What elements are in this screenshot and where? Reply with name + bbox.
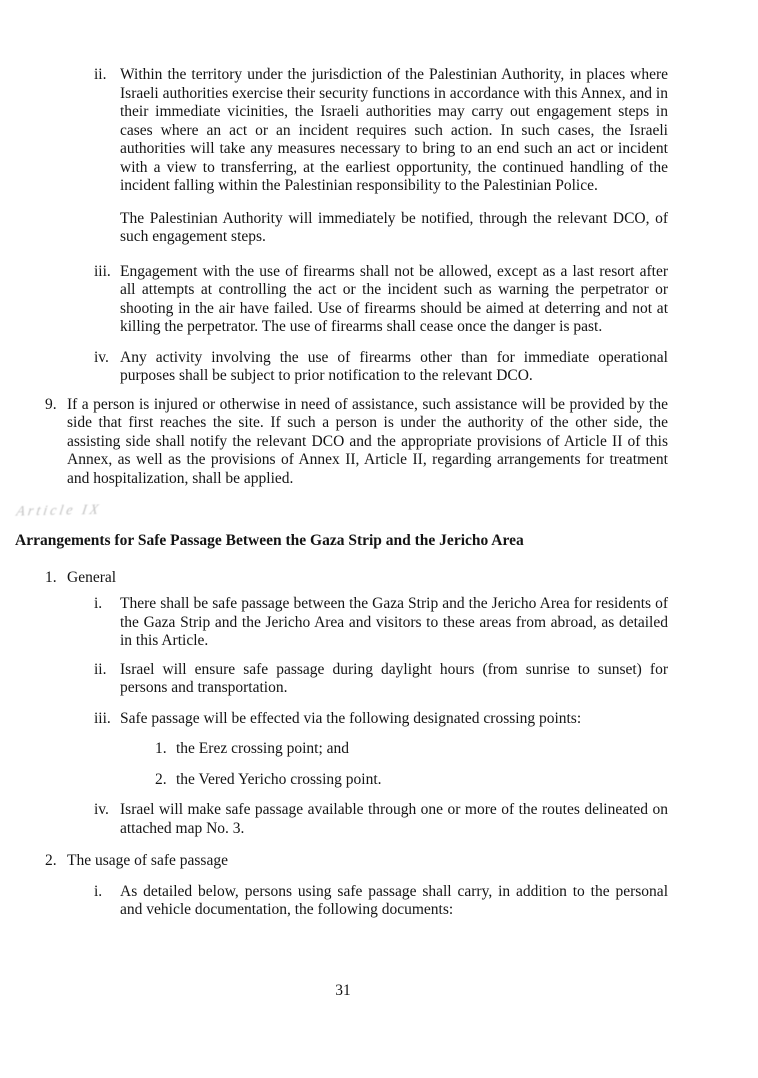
paragraph: Israel will make safe passage available through one or more of the routes delineated on attached map No. 3. xyxy=(120,801,668,837)
paragraph: Any activity involving the use of firearms other than for immediate operational purposes shall be subject to prior notification to the relevant DCO. xyxy=(120,348,668,384)
list-item-crossing-1 xyxy=(155,740,698,759)
list-item-body xyxy=(120,66,668,247)
list-marker: iii. xyxy=(94,262,111,280)
list-marker: 2. xyxy=(45,852,57,869)
list-marker: iv. xyxy=(94,348,109,366)
paragraph: Israel will ensure safe passage during daylight hours (from sunrise to sunset) for persons and transportation. xyxy=(120,660,668,696)
paragraph: There shall be safe passage between the Gaza Strip and the Jericho Area for residents of the Gaza Strip and the Jericho Area and visitors to these areas from abroad, as detailed in this Article. xyxy=(120,595,668,649)
list-item-body xyxy=(120,710,668,729)
list-item-label: The usage of safe passage xyxy=(67,852,228,869)
list-marker: 1. xyxy=(155,740,167,757)
handwritten-annotation: Article IX xyxy=(15,502,103,520)
paragraph: If a person is injured or otherwise in need of assistance, such assistance will be provided by the side that first reaches the site. If such a person is under the authority of the other side, the assisting side shall notify the relevant DCO and the appropriate provisions of Article II of this Annex, as well as the provisions of Annex II, Article II, regarding arrangements for treatment and hospitalization, shall be applied. xyxy=(67,395,668,487)
list-item-label: General xyxy=(67,568,117,586)
paragraph: As detailed below, persons using safe passage shall carry, in addition to the personal and vehicle documentation, the following documents: xyxy=(120,882,668,918)
list-item-body xyxy=(120,595,668,651)
section-heading: Arrangements for Safe Passage Between the Gaza Strip and the Jericho Area xyxy=(15,532,524,549)
paragraph: Within the territory under the jurisdiction of the Palestinian Authority, in places where Israeli authorities exercise their security functions in accordance with this Annex, and in their immediate vicinities, the Israeli authorities may carry out engagement steps in cases where an act or an incident requires such action. In such cases, the Israeli authorities will take any measures necessary to bring to an end such an act or incident with a view to transferring, at the earliest opportunity, the continued handling of the incident falling within the Palestinian responsibility to the Palestinian Police. xyxy=(120,66,668,194)
list-marker: i. xyxy=(94,882,103,900)
list-marker: 2. xyxy=(155,770,167,788)
list-marker: ii. xyxy=(94,66,107,83)
paragraph: Engagement with the use of firearms shall not be allowed, except as a last resort after all attempts at controlling the act or the incident such as warning the perpetrator or shooting in the air have failed. Use of firearms should be aimed at deterring and not at killing the perpetrator. The use of firearms shall cease once the danger is past. xyxy=(120,262,668,335)
list-marker: i. xyxy=(94,595,103,612)
list-item-body xyxy=(120,263,668,337)
list-item-ii xyxy=(94,66,668,247)
list-item-iv xyxy=(94,349,668,386)
list-item-9 xyxy=(45,396,668,489)
list-item-2-usage xyxy=(45,852,668,871)
list-marker: 1. xyxy=(45,568,57,586)
list-marker: iii. xyxy=(94,709,111,727)
list-item-body xyxy=(67,396,668,489)
list-item-body: the Erez crossing point; and xyxy=(176,740,350,757)
list-item-usage-i xyxy=(94,883,668,920)
list-item-crossing-2 xyxy=(155,771,698,790)
list-marker: 9. xyxy=(45,395,57,413)
list-item-body xyxy=(120,349,668,386)
list-marker: iv. xyxy=(94,801,109,818)
list-item-body xyxy=(120,661,668,698)
list-item-general-iv xyxy=(94,801,668,838)
list-item-body xyxy=(120,883,668,920)
page-number: 31 xyxy=(335,982,351,999)
list-item-general-ii xyxy=(94,661,668,698)
paragraph: The Palestinian Authority will immediately be notified, through the relevant DCO, of such engagement steps. xyxy=(120,209,668,245)
list-item-1-general xyxy=(45,569,668,588)
paragraph: Safe passage will be effected via the following designated crossing points: xyxy=(120,709,582,727)
list-item-body xyxy=(120,801,668,838)
list-item-general-iii xyxy=(94,710,668,729)
list-item-general-i xyxy=(94,595,668,651)
list-item-iii xyxy=(94,263,668,337)
list-marker: ii. xyxy=(94,660,107,678)
list-item-body: the Vered Yericho crossing point. xyxy=(176,770,382,788)
